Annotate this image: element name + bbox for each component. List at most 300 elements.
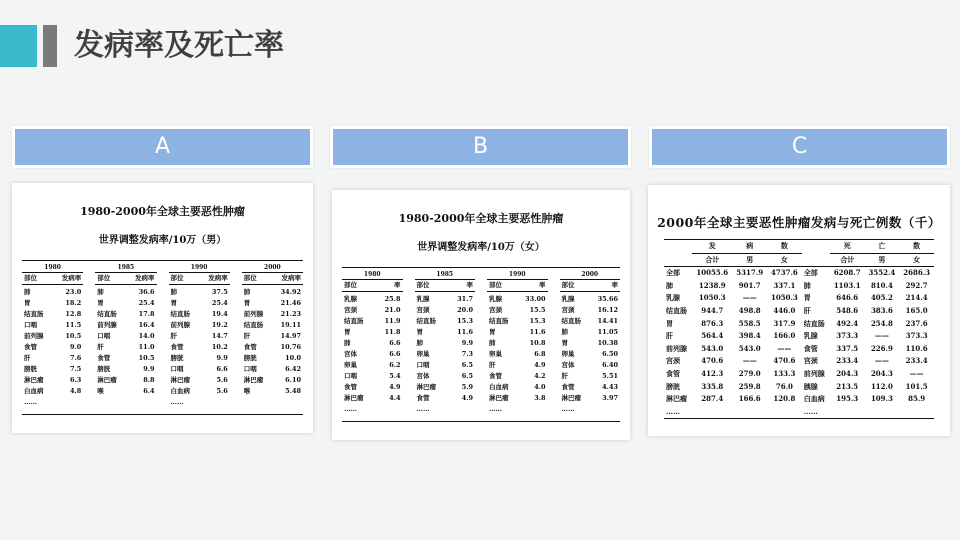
table-row xyxy=(95,353,156,364)
table-row xyxy=(22,320,83,331)
table-row xyxy=(22,375,83,386)
group-header: 亡 xyxy=(878,241,886,250)
rate: 15.3 xyxy=(457,317,473,325)
table-row xyxy=(169,375,230,386)
rate: 25.4 xyxy=(138,299,155,307)
table-row xyxy=(487,305,548,316)
rate: 9.9 xyxy=(216,354,228,362)
value: 110.6 xyxy=(905,343,928,353)
site: 淋巴瘤 xyxy=(170,376,190,384)
table-row xyxy=(487,338,548,349)
year-groups xyxy=(22,260,303,415)
rate: 11.5 xyxy=(65,321,82,329)
rate: 10.2 xyxy=(211,343,228,351)
table-row xyxy=(487,404,548,415)
page-title: 发病率及死亡率 xyxy=(74,28,284,63)
column-header xyxy=(342,280,403,292)
year-label: 1990 xyxy=(487,270,548,280)
rate: 5.6 xyxy=(216,387,228,395)
table-row xyxy=(487,393,548,404)
value: 470.6 xyxy=(701,356,724,366)
site: 食管 xyxy=(170,343,184,351)
sub-header: 男 xyxy=(732,253,767,267)
rate: 14.0 xyxy=(138,332,155,340)
rate: 10.5 xyxy=(138,354,155,362)
rate: 9.9 xyxy=(143,365,155,373)
site: 肝 xyxy=(24,354,31,362)
rate: 6.50 xyxy=(602,350,618,358)
table-row xyxy=(22,331,83,342)
site: 口咽 xyxy=(170,365,184,373)
column-header xyxy=(169,273,230,285)
rate: 36.6 xyxy=(138,288,155,296)
rate: 6.4 xyxy=(143,387,155,395)
sub-header: 合计 xyxy=(830,253,865,267)
value: 204.3 xyxy=(870,368,893,378)
table-row xyxy=(342,382,403,393)
value: 558.5 xyxy=(738,318,761,328)
rate: 37.5 xyxy=(211,288,228,296)
rate: 6.6 xyxy=(216,365,228,373)
rate: 5.6 xyxy=(216,376,228,384)
year-label: 1985 xyxy=(95,263,156,273)
header-rate: 发病率 xyxy=(281,274,301,282)
rate: 8.8 xyxy=(143,376,155,384)
table-row xyxy=(664,368,934,381)
table-a-male-incidence xyxy=(12,183,313,433)
header-rate: 发病率 xyxy=(135,274,155,282)
table-row xyxy=(169,364,230,375)
rate: 10.8 xyxy=(529,339,546,347)
table-row xyxy=(169,287,230,298)
year-label: 1985 xyxy=(415,270,476,280)
site: 全部 xyxy=(666,268,680,278)
sub-header: 女 xyxy=(767,253,802,267)
site: 膀胱 xyxy=(666,381,680,391)
table-row xyxy=(95,298,156,309)
table-row xyxy=(664,355,934,368)
header-site: 部位 xyxy=(24,274,37,282)
rate: 5.9 xyxy=(461,383,473,391)
site: 食管 xyxy=(666,368,680,378)
value: 10055.6 xyxy=(696,268,729,278)
table-row xyxy=(169,309,230,320)
value: 944.7 xyxy=(701,305,724,315)
table-row xyxy=(487,349,548,360)
value: —— xyxy=(777,343,792,353)
table-row xyxy=(95,287,156,298)
sub-header: 男 xyxy=(865,253,900,267)
rate: 11.6 xyxy=(529,328,546,336)
value: 1050.3 xyxy=(698,293,726,303)
table-row xyxy=(169,331,230,342)
table-row xyxy=(95,309,156,320)
site: 宫颈 xyxy=(666,356,680,366)
site: 结直肠 xyxy=(243,321,264,329)
table-row xyxy=(22,397,83,408)
site: …… xyxy=(803,406,818,416)
site: 乳腺 xyxy=(416,295,430,303)
rate: 11.0 xyxy=(138,343,155,351)
table-row xyxy=(415,327,476,338)
rate: 4.0 xyxy=(534,383,546,391)
value: 6208.7 xyxy=(833,268,861,278)
site: 卵巢 xyxy=(416,350,430,358)
table-row xyxy=(415,316,476,327)
year-label: 2000 xyxy=(242,263,303,273)
site: 食管 xyxy=(489,372,502,380)
table-row xyxy=(342,294,403,305)
rate: 4.4 xyxy=(389,394,401,402)
table-row xyxy=(242,287,303,298)
table-row xyxy=(415,371,476,382)
site: 喉 xyxy=(243,387,251,395)
table-row xyxy=(342,316,403,327)
group-header-row xyxy=(664,240,934,254)
site: 淋巴瘤 xyxy=(344,394,364,402)
header-rate: 率 xyxy=(466,281,473,289)
rate: 21.46 xyxy=(280,299,301,307)
rate: 15.3 xyxy=(529,317,546,325)
value: 543.0 xyxy=(701,343,724,353)
group-header: 病 xyxy=(746,241,754,250)
site: 口咽 xyxy=(344,372,357,380)
value xyxy=(830,406,865,419)
rate: 7.6 xyxy=(69,354,82,362)
accent-bar xyxy=(43,25,57,67)
table-row xyxy=(22,298,83,309)
rate: 25.8 xyxy=(384,295,401,303)
table-title: 1980-2000年全球主要恶性肿瘤 xyxy=(80,205,245,218)
rate: 11.8 xyxy=(384,328,401,336)
rate: 9.9 xyxy=(461,339,473,347)
value xyxy=(865,406,900,419)
value: 446.0 xyxy=(773,305,796,315)
rate: 4.2 xyxy=(534,372,546,380)
site: 膀胱 xyxy=(24,365,37,373)
spacer xyxy=(802,240,830,254)
table-row xyxy=(664,330,934,343)
site: 食管 xyxy=(344,383,357,391)
rate: 5.48 xyxy=(285,387,301,395)
site: 肺 xyxy=(561,328,568,336)
label-a: A xyxy=(12,126,313,168)
value: 373.3 xyxy=(836,331,859,341)
site: 全部 xyxy=(803,268,818,278)
rate: 21.23 xyxy=(280,310,301,318)
site: 肝 xyxy=(97,343,104,351)
value: 214.4 xyxy=(905,293,928,303)
site: 乳腺 xyxy=(489,295,502,303)
value: 4737.6 xyxy=(770,268,798,278)
table-row xyxy=(169,298,230,309)
table-row xyxy=(664,393,934,406)
table-b-female-incidence xyxy=(332,190,630,440)
site: 前列腺 xyxy=(24,332,44,340)
site: …… xyxy=(344,405,357,413)
site: …… xyxy=(170,398,184,406)
site: 宫颈 xyxy=(803,356,818,366)
table-subtitle: 世界调整发病率/10万（男） xyxy=(98,235,227,246)
header-rate: 率 xyxy=(539,281,546,289)
table-row xyxy=(242,364,303,375)
site: …… xyxy=(489,405,502,413)
rate: 11.9 xyxy=(384,317,401,325)
value: 901.7 xyxy=(738,280,761,290)
value: 166.0 xyxy=(773,331,796,341)
site: 胰腺 xyxy=(803,381,818,391)
value: 204.3 xyxy=(836,368,859,378)
site: 胃 xyxy=(24,299,31,307)
rate: 23.0 xyxy=(65,288,82,296)
rate: 6.10 xyxy=(285,376,301,384)
value xyxy=(899,406,934,419)
rate: 6.8 xyxy=(534,350,546,358)
header-site: 部位 xyxy=(243,274,257,282)
value: 3552.4 xyxy=(868,268,896,278)
table-row xyxy=(342,393,403,404)
table-row xyxy=(22,287,83,298)
site: 肝 xyxy=(561,372,568,380)
table-row xyxy=(664,318,934,331)
value: 498.8 xyxy=(738,305,761,315)
table-row xyxy=(242,309,303,320)
site: 前列腺 xyxy=(97,321,117,329)
rate: 5.4 xyxy=(389,372,401,380)
rate: 18.2 xyxy=(65,299,82,307)
value: 259.8 xyxy=(738,381,761,391)
year-column xyxy=(560,270,621,415)
header-site: 部位 xyxy=(416,281,430,289)
site: 胃 xyxy=(666,318,673,328)
table-row xyxy=(560,349,621,360)
table-row xyxy=(415,305,476,316)
rate: 34.92 xyxy=(280,288,301,296)
rate: 31.7 xyxy=(457,295,473,303)
year-column xyxy=(415,270,476,415)
site: 结直肠 xyxy=(170,310,190,318)
value: 233.4 xyxy=(905,356,928,366)
rate: 33.00 xyxy=(525,295,546,303)
table-row xyxy=(169,342,230,353)
rate: 11.6 xyxy=(457,328,473,336)
table-row xyxy=(342,305,403,316)
table-row xyxy=(664,381,934,394)
table-row xyxy=(560,360,621,371)
site: 结直肠 xyxy=(416,317,436,325)
site: 卵巢 xyxy=(489,350,502,358)
value: 5317.9 xyxy=(736,268,764,278)
site: 喉 xyxy=(97,387,104,395)
table-row xyxy=(169,397,230,408)
rate: 6.6 xyxy=(389,339,401,347)
site: 肺 xyxy=(666,280,673,290)
site: 胃 xyxy=(97,299,104,307)
rate: 6.42 xyxy=(285,365,301,373)
table-row xyxy=(560,371,621,382)
site: 结直肠 xyxy=(97,310,117,318)
column-header xyxy=(415,280,476,292)
table-title: 2000年全球主要恶性肿瘤发病与死亡例数（千） xyxy=(657,215,941,230)
value: —— xyxy=(874,331,889,341)
site: 胃 xyxy=(243,299,251,307)
value: 810.4 xyxy=(870,280,893,290)
rate: 4.9 xyxy=(461,394,473,402)
table-row xyxy=(22,342,83,353)
site: 肺 xyxy=(97,288,104,296)
rate: 9.0 xyxy=(69,343,82,351)
value: 166.6 xyxy=(738,394,761,404)
header-site: 部位 xyxy=(489,281,502,289)
site: 乳腺 xyxy=(561,295,575,303)
site: 前列腺 xyxy=(666,343,687,353)
site: 食管 xyxy=(803,343,818,353)
rate: 6.5 xyxy=(461,361,473,369)
value: 1050.3 xyxy=(770,293,798,303)
site: 淋巴瘤 xyxy=(489,394,509,402)
rate: 14.97 xyxy=(280,332,301,340)
site: 结直肠 xyxy=(803,318,825,328)
site: …… xyxy=(416,405,430,413)
rate: 12.8 xyxy=(65,310,82,318)
site: 结直肠 xyxy=(489,317,509,325)
value: 317.9 xyxy=(773,318,796,328)
year-column xyxy=(242,263,303,408)
rate: 16.12 xyxy=(597,306,618,314)
rate: 19.2 xyxy=(211,321,228,329)
site: 肝 xyxy=(170,332,177,340)
site: 乳腺 xyxy=(666,293,680,303)
site: 胃 xyxy=(803,293,811,303)
site: 前列腺 xyxy=(170,321,190,329)
sub-header: 合计 xyxy=(692,253,732,267)
value: 233.4 xyxy=(836,356,859,366)
rate: 5.51 xyxy=(602,372,618,380)
table-row xyxy=(415,393,476,404)
site: 肝 xyxy=(803,305,811,315)
site: 淋巴瘤 xyxy=(97,376,117,384)
table-row xyxy=(664,343,934,356)
table-row xyxy=(487,382,548,393)
value: 85.9 xyxy=(908,394,926,404)
table-row xyxy=(487,294,548,305)
rate: 4.43 xyxy=(602,383,618,391)
table-row xyxy=(242,298,303,309)
site: 胃 xyxy=(489,328,496,336)
rate: 7.3 xyxy=(461,350,473,358)
group-header: 数 xyxy=(913,241,921,250)
rate: 10.0 xyxy=(285,354,301,362)
site: 淋巴瘤 xyxy=(243,376,264,384)
table-row xyxy=(487,371,548,382)
value: 337.5 xyxy=(836,343,859,353)
value: 564.4 xyxy=(701,331,724,341)
site: 白血病 xyxy=(803,394,825,404)
site: 肝 xyxy=(243,332,251,340)
rate: 15.5 xyxy=(529,306,546,314)
site: 肺 xyxy=(24,288,31,296)
value: 1103.1 xyxy=(833,280,861,290)
site: 肺 xyxy=(803,280,811,290)
rate: 10.5 xyxy=(65,332,82,340)
rate: 6.5 xyxy=(461,372,473,380)
table-title: 1980-2000年全球主要恶性肿瘤 xyxy=(398,212,564,225)
rate: 3.8 xyxy=(534,394,546,402)
table-row xyxy=(664,280,934,293)
spacer xyxy=(802,253,830,267)
header-site: 部位 xyxy=(344,281,357,289)
value: 237.6 xyxy=(905,318,928,328)
site: 口咽 xyxy=(97,332,111,340)
table-row xyxy=(560,327,621,338)
value: 373.3 xyxy=(905,331,928,341)
year-label: 1980 xyxy=(342,270,403,280)
value: 120.8 xyxy=(773,394,796,404)
rate: 20.0 xyxy=(457,306,473,314)
site: 淋巴瘤 xyxy=(24,376,44,384)
table-row xyxy=(560,305,621,316)
rate: 4.8 xyxy=(69,387,82,395)
value: —— xyxy=(742,293,757,303)
site: 口咽 xyxy=(243,365,257,373)
table-row xyxy=(342,371,403,382)
table-row xyxy=(487,327,548,338)
value: 383.6 xyxy=(870,305,893,315)
value: 398.4 xyxy=(738,331,761,341)
rate: 6.40 xyxy=(602,361,618,369)
table-row xyxy=(95,364,156,375)
value: 165.0 xyxy=(905,305,928,315)
table-row xyxy=(342,338,403,349)
site: 宫颈 xyxy=(489,306,502,314)
site: 肝 xyxy=(666,331,673,341)
header-site: 部位 xyxy=(170,274,184,282)
year-label: 2000 xyxy=(560,270,621,280)
table-row xyxy=(664,406,934,419)
rate: 21.0 xyxy=(384,306,401,314)
table-row xyxy=(22,386,83,397)
table-row xyxy=(560,294,621,305)
column-header xyxy=(95,273,156,285)
rate: 4.9 xyxy=(389,383,401,391)
site: 白血病 xyxy=(489,383,509,391)
table-row xyxy=(664,292,934,305)
site: 结直肠 xyxy=(24,310,44,318)
site: 淋巴瘤 xyxy=(561,394,581,402)
value: 470.6 xyxy=(773,356,796,366)
year-column xyxy=(22,263,83,408)
value: 876.3 xyxy=(701,318,724,328)
spacer xyxy=(664,240,692,254)
value: 133.3 xyxy=(773,368,796,378)
year-label: 1990 xyxy=(169,263,230,273)
site: 淋巴瘤 xyxy=(666,394,687,404)
column-header xyxy=(22,273,83,285)
value xyxy=(692,406,732,419)
rate: 14.41 xyxy=(597,317,618,325)
table-row xyxy=(22,353,83,364)
rate: 14.7 xyxy=(211,332,228,340)
label-c: C xyxy=(649,126,950,168)
value: 76.0 xyxy=(775,381,793,391)
column-header xyxy=(242,273,303,285)
value: —— xyxy=(909,368,924,378)
header-rate: 率 xyxy=(611,281,618,289)
group-header: 死 xyxy=(843,241,851,250)
table-row xyxy=(560,404,621,415)
header-site: 部位 xyxy=(97,274,111,282)
rate: 17.8 xyxy=(138,310,155,318)
